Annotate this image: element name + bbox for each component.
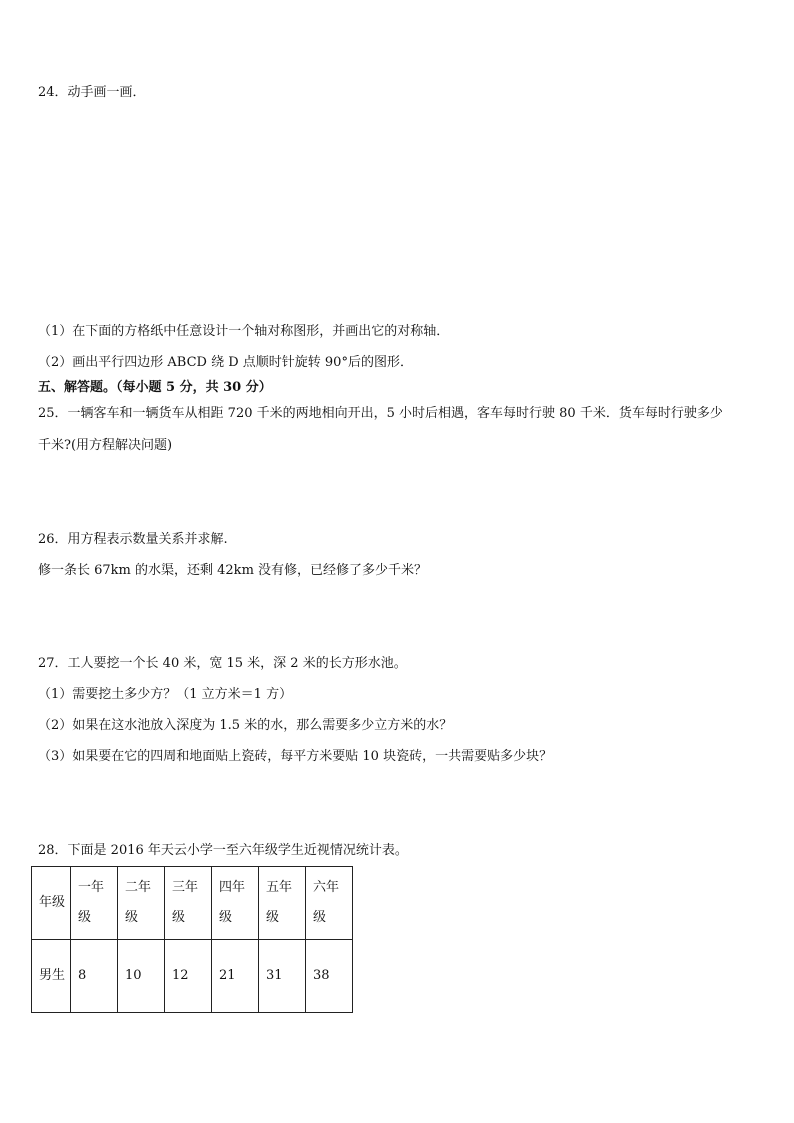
header-grade-4: 四年级	[219, 880, 246, 925]
table-header-cell	[118, 867, 165, 940]
header-grade-1: 一年级	[78, 880, 105, 925]
table-cell	[71, 940, 118, 1013]
table-header-cell	[165, 867, 212, 940]
table-header-cell	[71, 867, 118, 940]
table-cell	[165, 940, 212, 1013]
question-27-part-1: （1）需要挖土多少方？（1 立方米＝1 方）	[38, 687, 293, 702]
table-row	[32, 940, 353, 1013]
question-26-line-2: 修一条长 67km 的水渠，还剩 42km 没有修，已经修了多少千米？	[38, 563, 428, 578]
table-cell	[306, 940, 353, 1013]
table-header-row	[32, 867, 353, 940]
table-row-label	[32, 940, 71, 1013]
question-28-line-1: 28．下面是 2016 年天云小学一至六年级学生近视情况统计表。	[38, 843, 408, 858]
header-grade-6: 六年级	[313, 880, 340, 925]
question-27-part-3: （3）如果要在它的四周和地面贴上瓷砖，每平方米要贴 10 块瓷砖，一共需要贴多少块？	[38, 749, 553, 764]
table-cell	[118, 940, 165, 1013]
question-25-line-1: 25．一辆客车和一辆货车从相距 720 千米的两地相向开出，5 小时后相遇，客车每时行驶 80 千米．货车每时行驶多少	[38, 406, 723, 421]
table-header-cell	[212, 867, 259, 940]
table-cell	[259, 940, 306, 1013]
table-header-cell	[306, 867, 353, 940]
row-label-boys: 男生	[39, 968, 66, 983]
myopia-stats-table	[31, 866, 353, 1013]
header-grade-label: 年级	[39, 895, 66, 910]
question-25-line-2: 千米?(用方程解决问题)	[38, 438, 173, 453]
table-cell	[212, 940, 259, 1013]
question-24-part-2: （2）画出平行四边形 ABCD 绕 D 点顺时针旋转 90°后的图形．	[38, 355, 413, 370]
section-5-heading: 五、解答题。（每小题 5 分，共 30 分）	[38, 380, 272, 395]
value-grade-5: 31	[266, 968, 283, 983]
value-grade-6: 38	[313, 968, 330, 983]
header-grade-3: 三年级	[172, 880, 199, 925]
question-27-line-1: 27．工人要挖一个长 40 米，宽 15 米，深 2 米的长方形水池。	[38, 656, 407, 671]
question-24-title: 24．动手画一画．	[38, 85, 146, 100]
header-grade-2: 二年级	[125, 880, 152, 925]
value-grade-3: 12	[172, 968, 189, 983]
value-grade-2: 10	[125, 968, 142, 983]
question-27-part-2: （2）如果在这水池放入深度为 1.5 米的水，那么需要多少立方米的水？	[38, 718, 453, 733]
value-grade-1: 8	[78, 968, 87, 983]
table-header-cell	[32, 867, 71, 940]
question-26-line-1: 26．用方程表示数量关系并求解.	[38, 532, 228, 547]
value-grade-4: 21	[219, 968, 236, 983]
header-grade-5: 五年级	[266, 880, 293, 925]
question-24-part-1: （1）在下面的方格纸中任意设计一个轴对称图形，并画出它的对称轴．	[38, 324, 450, 339]
table-header-cell	[259, 867, 306, 940]
